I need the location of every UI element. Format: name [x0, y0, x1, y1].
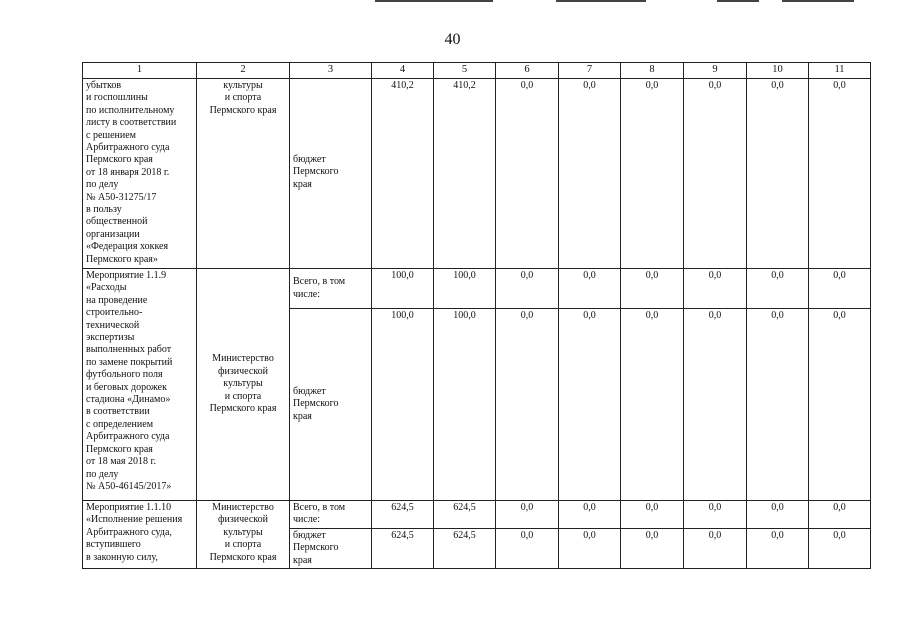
column-header: 1 — [83, 63, 197, 79]
value-cell: 0,0 — [496, 528, 559, 568]
value-cell: 0,0 — [559, 501, 621, 529]
value-cell: 0,0 — [684, 269, 747, 309]
column-header: 2 — [197, 63, 290, 79]
value-cell: 100,0 — [372, 269, 434, 309]
measure-description: Мероприятие 1.1.10 «Исполнение решения Арбитражного суда, вступившего в законную силу, — [83, 501, 197, 569]
column-header: 5 — [434, 63, 496, 79]
value-cell: 624,5 — [434, 501, 496, 529]
table-row — [83, 501, 871, 529]
value-cell: 0,0 — [621, 501, 684, 529]
funding-source-cell — [290, 79, 372, 269]
column-header: 6 — [496, 63, 559, 79]
value-cell: 0,0 — [621, 269, 684, 309]
budget-table — [82, 62, 871, 569]
column-header: 4 — [372, 63, 434, 79]
value-cell: 410,2 — [372, 79, 434, 269]
value-cell: 0,0 — [684, 309, 747, 501]
value-cell: 0,0 — [621, 528, 684, 568]
funding-source: бюджет Пермского края — [293, 154, 339, 190]
column-header: 10 — [747, 63, 809, 79]
measure-description: убытков и госпошлины по исполнительному листу в соответствии с решением Арбитражного суда Пермского края от 18 января 2018 г. по делу № А50-31275/17 в пользу общественной организации «Федерация хоккея Пермского края» — [83, 79, 197, 269]
value-cell: 0,0 — [559, 269, 621, 309]
table-row — [83, 79, 871, 269]
value-cell: 100,0 — [434, 309, 496, 501]
column-header: 8 — [621, 63, 684, 79]
top-edge-line — [556, 0, 646, 2]
funding-source: Всего, в том числе: — [290, 501, 372, 529]
value-cell: 0,0 — [747, 501, 809, 529]
top-edge-line — [717, 0, 759, 2]
value-cell: 0,0 — [621, 309, 684, 501]
value-cell: 0,0 — [496, 269, 559, 309]
value-cell: 0,0 — [496, 79, 559, 269]
responsible-executor: Министерство физической культуры и спорта Пермского края — [197, 501, 290, 569]
responsible-executor: культуры и спорта Пермского края — [197, 79, 290, 269]
value-cell: 0,0 — [496, 501, 559, 529]
funding-source: Всего, в том числе: — [290, 269, 372, 309]
value-cell: 0,0 — [809, 309, 871, 501]
value-cell: 0,0 — [621, 79, 684, 269]
column-header: 7 — [559, 63, 621, 79]
value-cell: 0,0 — [684, 79, 747, 269]
table-row — [83, 269, 871, 309]
value-cell: 0,0 — [747, 79, 809, 269]
value-cell: 0,0 — [559, 528, 621, 568]
value-cell: 0,0 — [809, 501, 871, 529]
value-cell: 0,0 — [684, 528, 747, 568]
funding-source: бюджет Пермского края — [290, 528, 372, 568]
value-cell: 0,0 — [747, 269, 809, 309]
value-cell: 410,2 — [434, 79, 496, 269]
value-cell: 624,5 — [434, 528, 496, 568]
funding-source: бюджет Пермского края — [290, 309, 372, 501]
measure-description: Мероприятие 1.1.9 «Расходы на проведение строительно- технической экспертизы выполненных работ по замене покрытий футбольного поля и беговых дорожек стадиона «Динамо» в соответствии с определением Арбитражного суда Пермского края от 18 мая 2018 г. по делу № А50-46145/2017» — [83, 269, 197, 501]
value-cell: 0,0 — [747, 309, 809, 501]
value-cell: 0,0 — [559, 309, 621, 501]
value-cell: 0,0 — [684, 501, 747, 529]
value-cell: 624,5 — [372, 528, 434, 568]
header-row — [83, 63, 871, 79]
top-edge-line — [782, 0, 854, 2]
column-header: 9 — [684, 63, 747, 79]
value-cell: 0,0 — [809, 269, 871, 309]
value-cell: 624,5 — [372, 501, 434, 529]
value-cell: 0,0 — [496, 309, 559, 501]
value-cell: 0,0 — [747, 528, 809, 568]
page-number: 40 — [444, 31, 461, 48]
value-cell: 0,0 — [809, 79, 871, 269]
column-header: 11 — [809, 63, 871, 79]
top-edge-line — [375, 0, 493, 2]
value-cell: 100,0 — [434, 269, 496, 309]
value-cell: 0,0 — [559, 79, 621, 269]
value-cell: 100,0 — [372, 309, 434, 501]
responsible-executor: Министерство физической культуры и спорта Пермского края — [197, 269, 290, 501]
value-cell: 0,0 — [809, 528, 871, 568]
column-header: 3 — [290, 63, 372, 79]
